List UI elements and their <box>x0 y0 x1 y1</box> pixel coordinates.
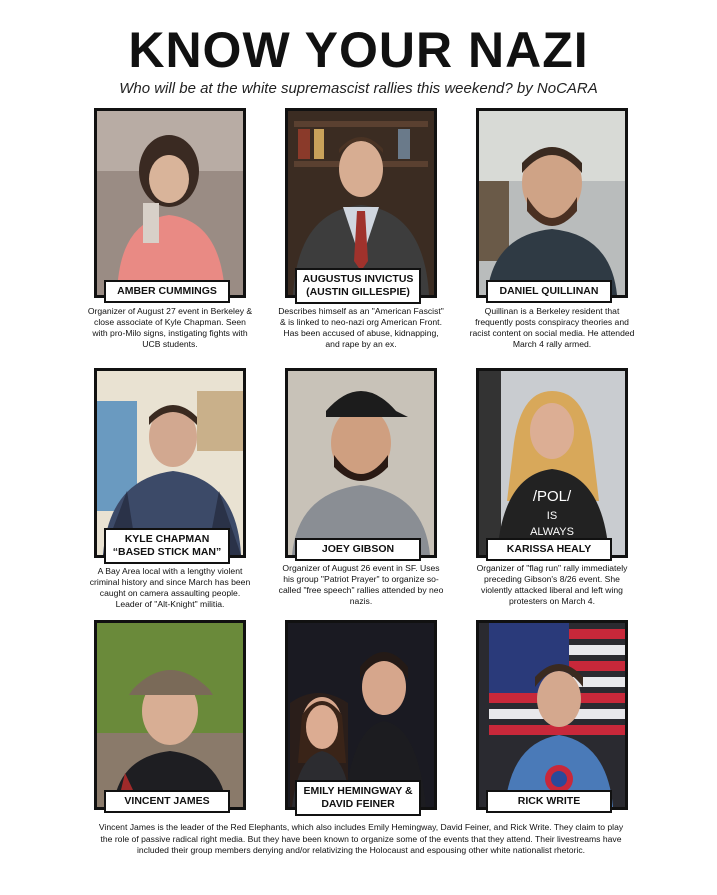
person-photo <box>476 368 628 558</box>
person-description: Describes himself as an "American Fascist" & is linked to neo-nazi org American Front. Has been accused of abuse, kidnapping, and rape by an ex. <box>278 306 444 349</box>
person-photo-image <box>479 371 625 555</box>
person-name: VINCENT JAMES <box>104 790 230 813</box>
person-name: AMBER CUMMINGS <box>104 280 230 303</box>
person-description: A Bay Area local with a lengthy violent criminal history and since March has been caught on camera assaulting people. Leader of "Alt-Knight" militia. <box>89 566 251 609</box>
shirt-text: /POL/ <box>532 488 572 505</box>
person-name: KYLE CHAPMAN “BASED STICK MAN” <box>104 528 230 564</box>
person-description: Organizer of "flag run" rally immediately preceding Gibson's 8/26 event. She violently attacked liberal and left wing protesters on March 4. <box>476 563 628 606</box>
person-name: JOEY GIBSON <box>295 538 421 561</box>
person-photo-image <box>97 111 243 295</box>
person-photo <box>285 368 437 558</box>
page-title: KNOW YOUR NAZI <box>128 22 589 78</box>
person-name: KARISSA HEALY <box>486 538 612 561</box>
person-description: Organizer of August 26 event in SF. Uses his group "Patriot Prayer" to organize so-called "free speech" rallies attended by neo nazis. <box>278 563 444 606</box>
footer-note: Vincent James is the leader of the Red Elephants, which also includes Emily Hemingway, David Feiner, and Rick Write. They claim to play the role of passive radical right media. But they have been known to organize some of the events that they attend. Their livestreams have included their group members denying and/or relativizing the Holocaust and espousing other white nationalist rhetoric. <box>98 822 624 855</box>
person-name: EMILY HEMINGWAY & DAVID FEINER <box>295 780 421 816</box>
person-name: RICK WRITE <box>486 790 612 813</box>
person-photo-image <box>97 623 243 807</box>
person-description: Quillinan is a Berkeley resident that frequently posts conspiracy theories and racist content on social media. He attended March 4 rally armed. <box>469 306 635 349</box>
person-name: DANIEL QUILLINAN <box>486 280 612 303</box>
page-subtitle: Who will be at the white supremascist rallies this weekend? by NoCARA <box>119 80 598 97</box>
person-name: AUGUSTUS INVICTUS (AUSTIN GILLESPIE) <box>295 268 421 304</box>
person-photo <box>476 108 628 298</box>
person-photo <box>476 620 628 810</box>
person-description: Organizer of August 27 event in Berkeley & close associate of Kyle Chapman. Seen with pro-Milo signs, instigating fights with UCB students. <box>87 306 253 349</box>
person-photo-image <box>479 111 625 295</box>
person-photo <box>94 108 246 298</box>
person-photo-image <box>288 371 434 555</box>
shirt-text: IS <box>546 510 558 522</box>
shirt-text: ALWAYS <box>530 526 574 538</box>
person-photo-image <box>479 623 625 807</box>
person-photo <box>94 620 246 810</box>
